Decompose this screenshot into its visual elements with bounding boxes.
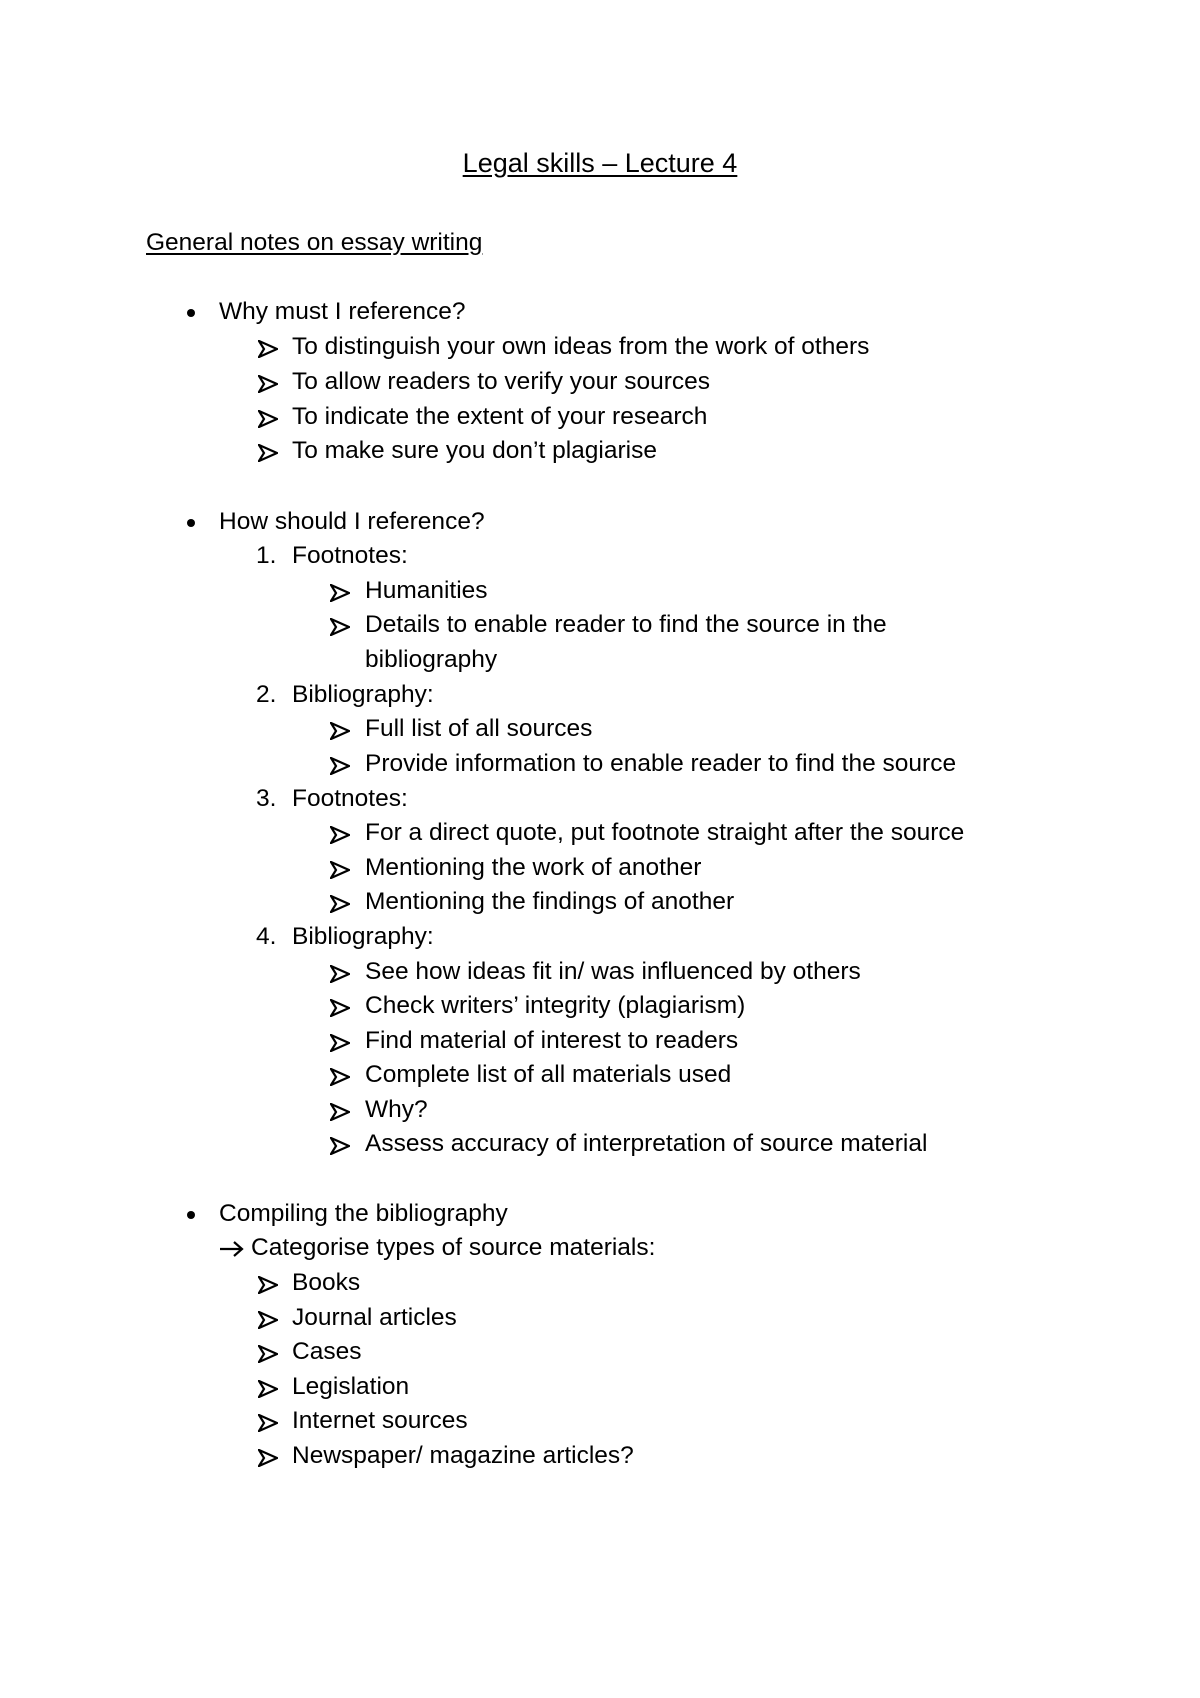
arrowhead-bullet-icon <box>258 410 278 428</box>
list-number: 3. <box>256 785 277 812</box>
arrowhead-bullet-icon <box>330 1068 350 1086</box>
list-item: Check writers’ integrity (plagiarism) <box>365 992 746 1019</box>
arrowhead-bullet-icon <box>330 1103 350 1121</box>
list-number: 4. <box>256 923 277 950</box>
list-number: 2. <box>256 681 277 708</box>
arrowhead-bullet-icon <box>258 444 278 462</box>
list-item: To indicate the extent of your research <box>292 403 708 430</box>
numbered-item-label: Footnotes: <box>292 785 408 812</box>
list-item: Humanities <box>365 577 488 604</box>
arrowhead-bullet-icon <box>258 1449 278 1467</box>
arrowhead-bullet-icon <box>330 757 350 775</box>
list-item: Full list of all sources <box>365 715 593 742</box>
numbered-item-label: Footnotes: <box>292 542 408 569</box>
arrowhead-bullet-icon <box>330 895 350 913</box>
arrow-line-text: Categorise types of source materials: <box>251 1234 656 1261</box>
bullet-text: How should I reference? <box>219 508 485 535</box>
arrowhead-bullet-icon <box>330 1034 350 1052</box>
list-item: To make sure you don’t plagiarise <box>292 437 657 464</box>
list-item: Why? <box>365 1096 428 1123</box>
arrowhead-bullet-icon <box>330 965 350 983</box>
list-number: 1. <box>256 542 277 569</box>
list-item: Mentioning the work of another <box>365 854 702 881</box>
list-item: Mentioning the findings of another <box>365 888 735 915</box>
arrowhead-bullet-icon <box>330 618 350 636</box>
bullet-icon <box>187 1211 195 1219</box>
right-arrow-icon <box>219 1240 245 1258</box>
arrowhead-bullet-icon <box>258 375 278 393</box>
arrowhead-bullet-icon <box>258 1311 278 1329</box>
list-item: Assess accuracy of interpretation of source material <box>365 1130 928 1157</box>
list-item: Journal articles <box>292 1304 457 1331</box>
list-item: Details to enable reader to find the source in the <box>365 611 887 638</box>
bullet-icon <box>187 519 195 527</box>
list-item: Legislation <box>292 1373 410 1400</box>
section-heading: General notes on essay writing <box>146 229 483 256</box>
list-item: Find material of interest to readers <box>365 1027 739 1054</box>
arrowhead-bullet-icon <box>258 340 278 358</box>
list-item: For a direct quote, put footnote straight after the source <box>365 819 965 846</box>
numbered-item-label: Bibliography: <box>292 681 434 708</box>
arrowhead-bullet-icon <box>330 826 350 844</box>
list-item: To distinguish your own ideas from the work of others <box>292 333 870 360</box>
list-item: See how ideas fit in/ was influenced by others <box>365 958 861 985</box>
bullet-text: Why must I reference? <box>219 298 466 325</box>
arrowhead-bullet-icon <box>258 1414 278 1432</box>
list-item: Newspaper/ magazine articles? <box>292 1442 634 1469</box>
list-item-continuation: bibliography <box>365 646 498 673</box>
list-item: Internet sources <box>292 1407 468 1434</box>
document-title: Legal skills – Lecture 4 <box>462 148 738 178</box>
list-item: Provide information to enable reader to find the source <box>365 750 957 777</box>
arrowhead-bullet-icon <box>330 584 350 602</box>
arrowhead-bullet-icon <box>330 1137 350 1155</box>
arrowhead-bullet-icon <box>258 1345 278 1363</box>
bullet-icon <box>187 309 195 317</box>
list-item: Cases <box>292 1338 362 1365</box>
bullet-text: Compiling the bibliography <box>219 1200 508 1227</box>
list-item: Books <box>292 1269 361 1296</box>
arrowhead-bullet-icon <box>330 999 350 1017</box>
list-item: To allow readers to verify your sources <box>292 368 711 395</box>
arrowhead-bullet-icon <box>258 1276 278 1294</box>
arrowhead-bullet-icon <box>330 722 350 740</box>
arrowhead-bullet-icon <box>258 1380 278 1398</box>
list-item: Complete list of all materials used <box>365 1061 732 1088</box>
numbered-item-label: Bibliography: <box>292 923 434 950</box>
arrowhead-bullet-icon <box>330 861 350 879</box>
